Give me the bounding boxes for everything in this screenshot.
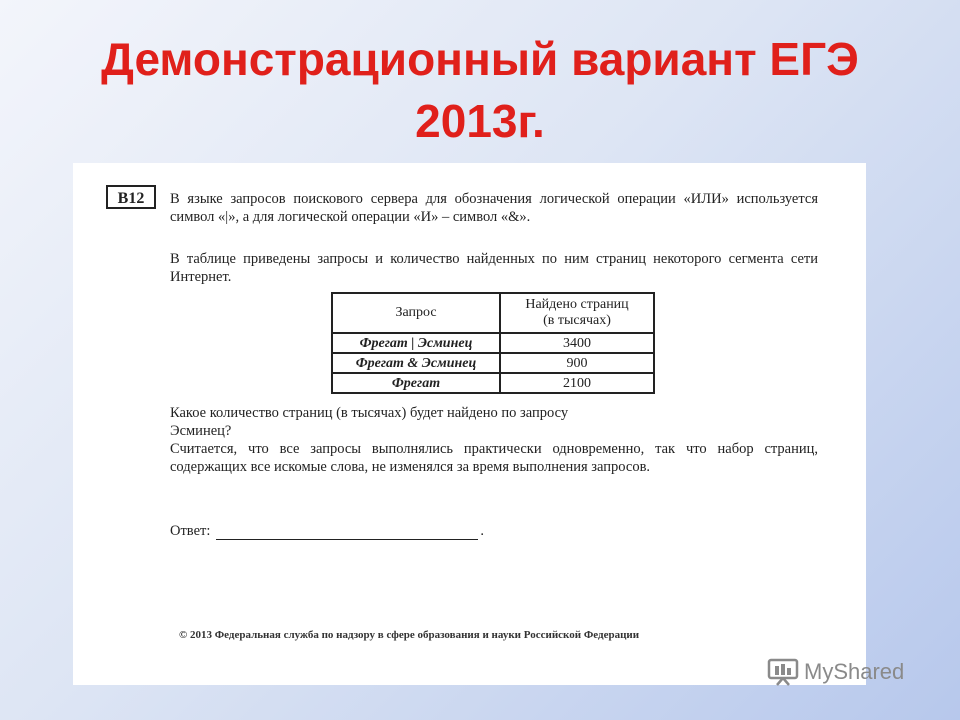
count-cell: 900	[500, 353, 654, 373]
presentation-icon	[766, 657, 800, 687]
answer-row	[170, 523, 484, 540]
watermark-text: MyShared	[804, 659, 905, 684]
query-cell: Фрегат & Эсминец	[332, 353, 500, 373]
table-row	[332, 353, 654, 373]
slide-title	[40, 28, 920, 152]
exam-document	[73, 163, 866, 685]
answer-blank-line	[216, 525, 478, 540]
header-count: Найдено страниц (в тысячах)	[500, 293, 654, 333]
answer-end: .	[480, 523, 484, 539]
slide-title-line1: Демонстрационный вариант ЕГЭ	[101, 33, 859, 85]
task-number-badge: B12	[106, 185, 156, 209]
count-cell: 2100	[500, 373, 654, 393]
task-question: Какое количество страниц (в тысячах) будет найдено по запросу Эсминец? Считается, что все запросы выполнялись практически одновременно, так что набор страниц, содержащих все искомые слова, не изменялся за время выполнения запросов.	[170, 405, 818, 475]
query-cell: Фрегат	[332, 373, 500, 393]
table-row	[332, 373, 654, 393]
copyright-footer: © 2013 Федеральная служба по надзору в сфере образования и науки Российской Федерации	[179, 629, 640, 641]
query-table-header-row	[332, 293, 654, 333]
table-row	[332, 333, 654, 353]
task-paragraph-2: В таблице приведены запросы и количество найденных по ним страниц некоторого сегмента сети Интернет.	[170, 251, 818, 285]
answer-label: Ответ:	[170, 523, 211, 539]
query-table	[331, 292, 655, 394]
slide-title-line2: 2013г.	[415, 95, 545, 147]
query-cell: Фрегат | Эсминец	[332, 333, 500, 353]
watermark	[766, 657, 904, 687]
count-cell: 3400	[500, 333, 654, 353]
header-query: Запрос	[332, 293, 500, 333]
task-paragraph-1: В языке запросов поискового сервера для обозначения логической операции «ИЛИ» используется символ «|», а для логической операции «И» – символ «&».	[170, 191, 818, 225]
